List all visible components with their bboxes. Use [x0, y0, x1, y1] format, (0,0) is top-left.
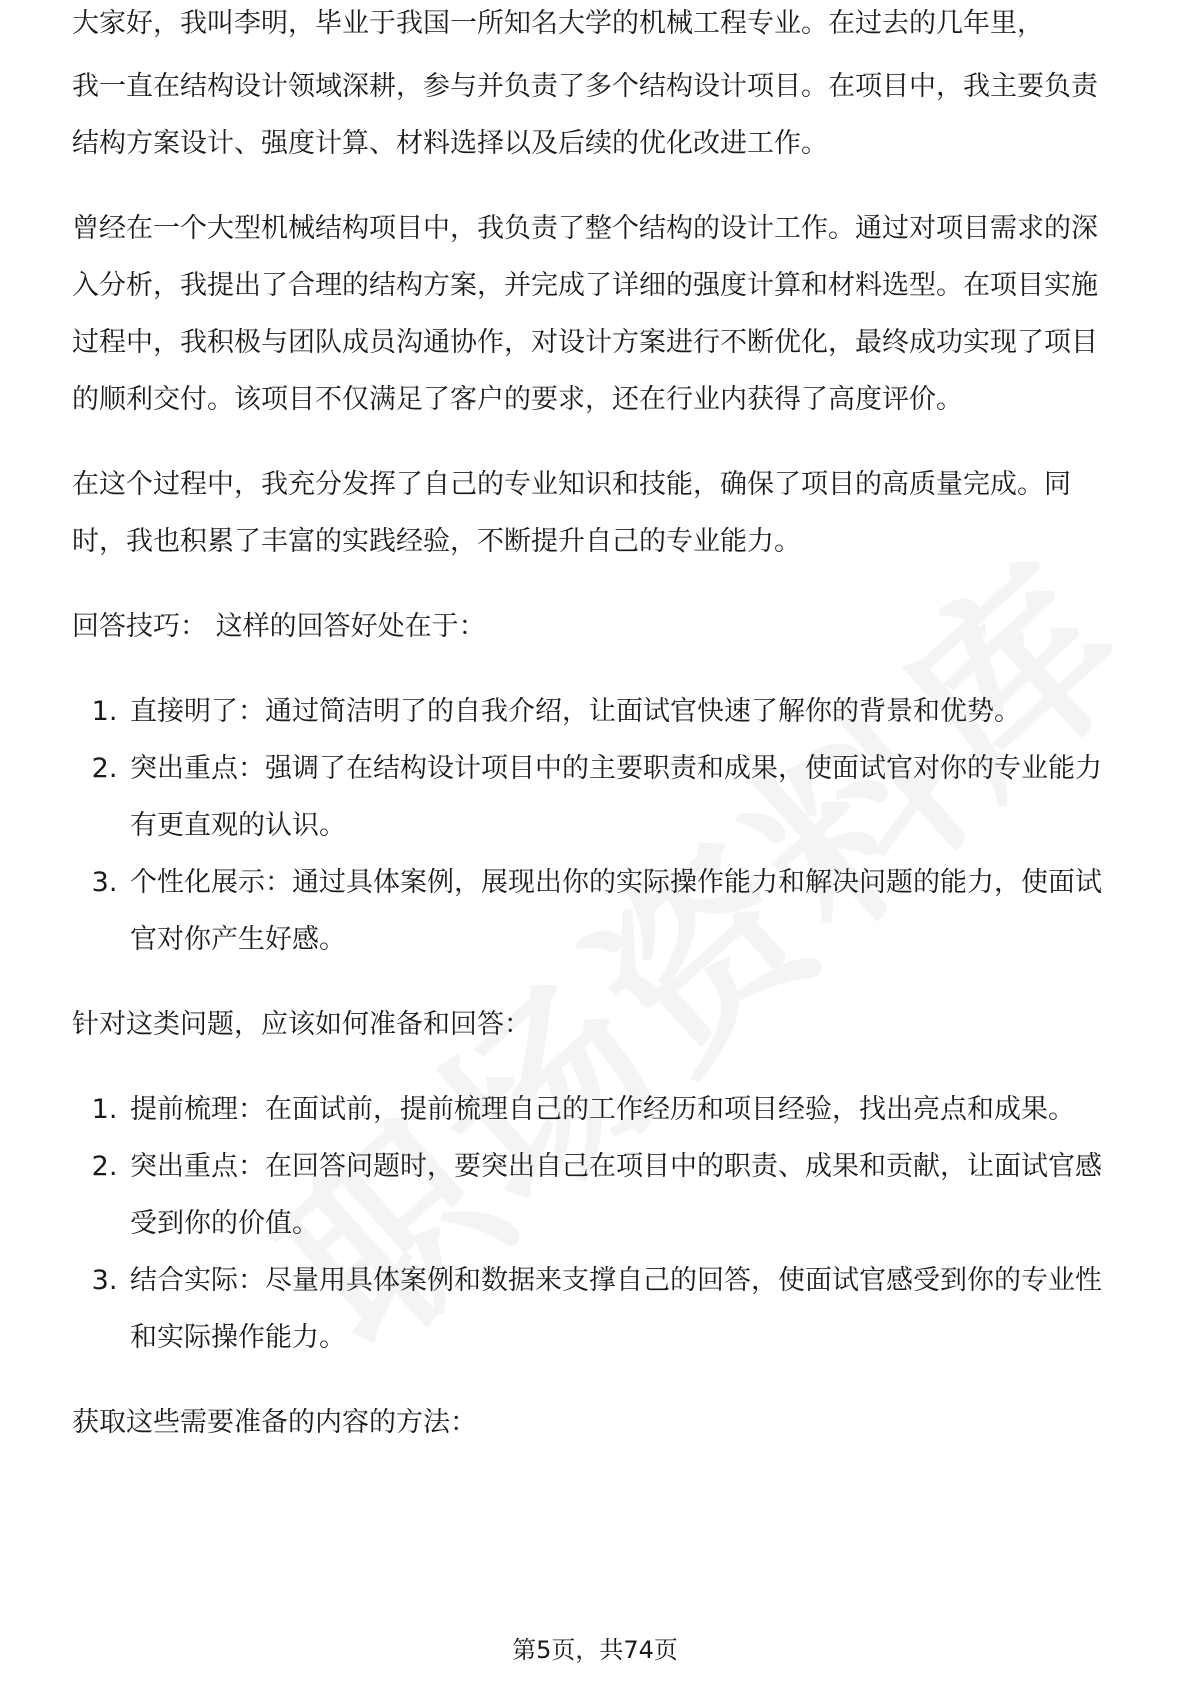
- project-paragraph: 曾经在一个大型机械结构项目中，我负责了整个结构的设计工作。通过对项目需求的深入分析，我提出了合理的结构方案，并完成了详细的强度计算和材料选型。在项目实施过程中，我积极与团队成员沟通协作，对设计方案进行不断优化，最终成功实现了项目的顺利交付。该项目不仅满足了客户的要求，还在行业内获得了高度评价。: [72, 213, 1098, 415]
- prep-list: [72, 1081, 1122, 1366]
- prep-heading: 针对这类问题，应该如何准备和回答：: [72, 1009, 531, 1040]
- intro-paragraph: 我一直在结构设计领域深耕，参与并负责了多个结构设计项目。在项目中，我主要负责结构方案设计、强度计算、材料选择以及后续的优化改进工作。: [72, 71, 1098, 159]
- list-item: 2. 突出重点：在回答问题时，要突出自己在项目中的职责、成果和贡献，让面试官感受到你的价值。: [126, 1138, 1122, 1252]
- list-item: 2. 突出重点：强调了在结构设计项目中的主要职责和成果，使面试官对你的专业能力有更直观的认识。: [126, 740, 1122, 854]
- list-item: 1. 提前梳理：在面试前，提前梳理自己的工作经历和项目经验，找出亮点和成果。: [126, 1081, 1122, 1138]
- page-number: 第5页，共74页: [512, 1636, 678, 1664]
- summary-paragraph: 在这个过程中，我充分发挥了自己的专业知识和技能，确保了项目的高质量完成。同时，我也积累了丰富的实践经验，不断提升自己的专业能力。: [72, 469, 1071, 557]
- method-heading: 获取这些需要准备的内容的方法：: [72, 1407, 477, 1438]
- clipped-intro-line: [72, 0, 1122, 58]
- list-item: 1. 直接明了：通过简洁明了的自我介绍，让面试官快速了解你的背景和优势。: [126, 683, 1122, 740]
- intro-line-partial: 大家好，我叫李明，毕业于我国一所知名大学的机械工程专业。在过去的几年里，: [72, 8, 1044, 39]
- document-body: [72, 0, 1122, 1479]
- tips-heading: 回答技巧： 这样的回答好处在于：: [72, 611, 486, 642]
- list-item: 3. 个性化展示：通过具体案例，展现出你的实际操作能力和解决问题的能力，使面试官对你产生好感。: [126, 854, 1122, 968]
- list-item: 3. 结合实际：尽量用具体案例和数据来支撑自己的回答，使面试官感受到你的专业性和实际操作能力。: [126, 1252, 1122, 1366]
- tips-list: [72, 683, 1122, 968]
